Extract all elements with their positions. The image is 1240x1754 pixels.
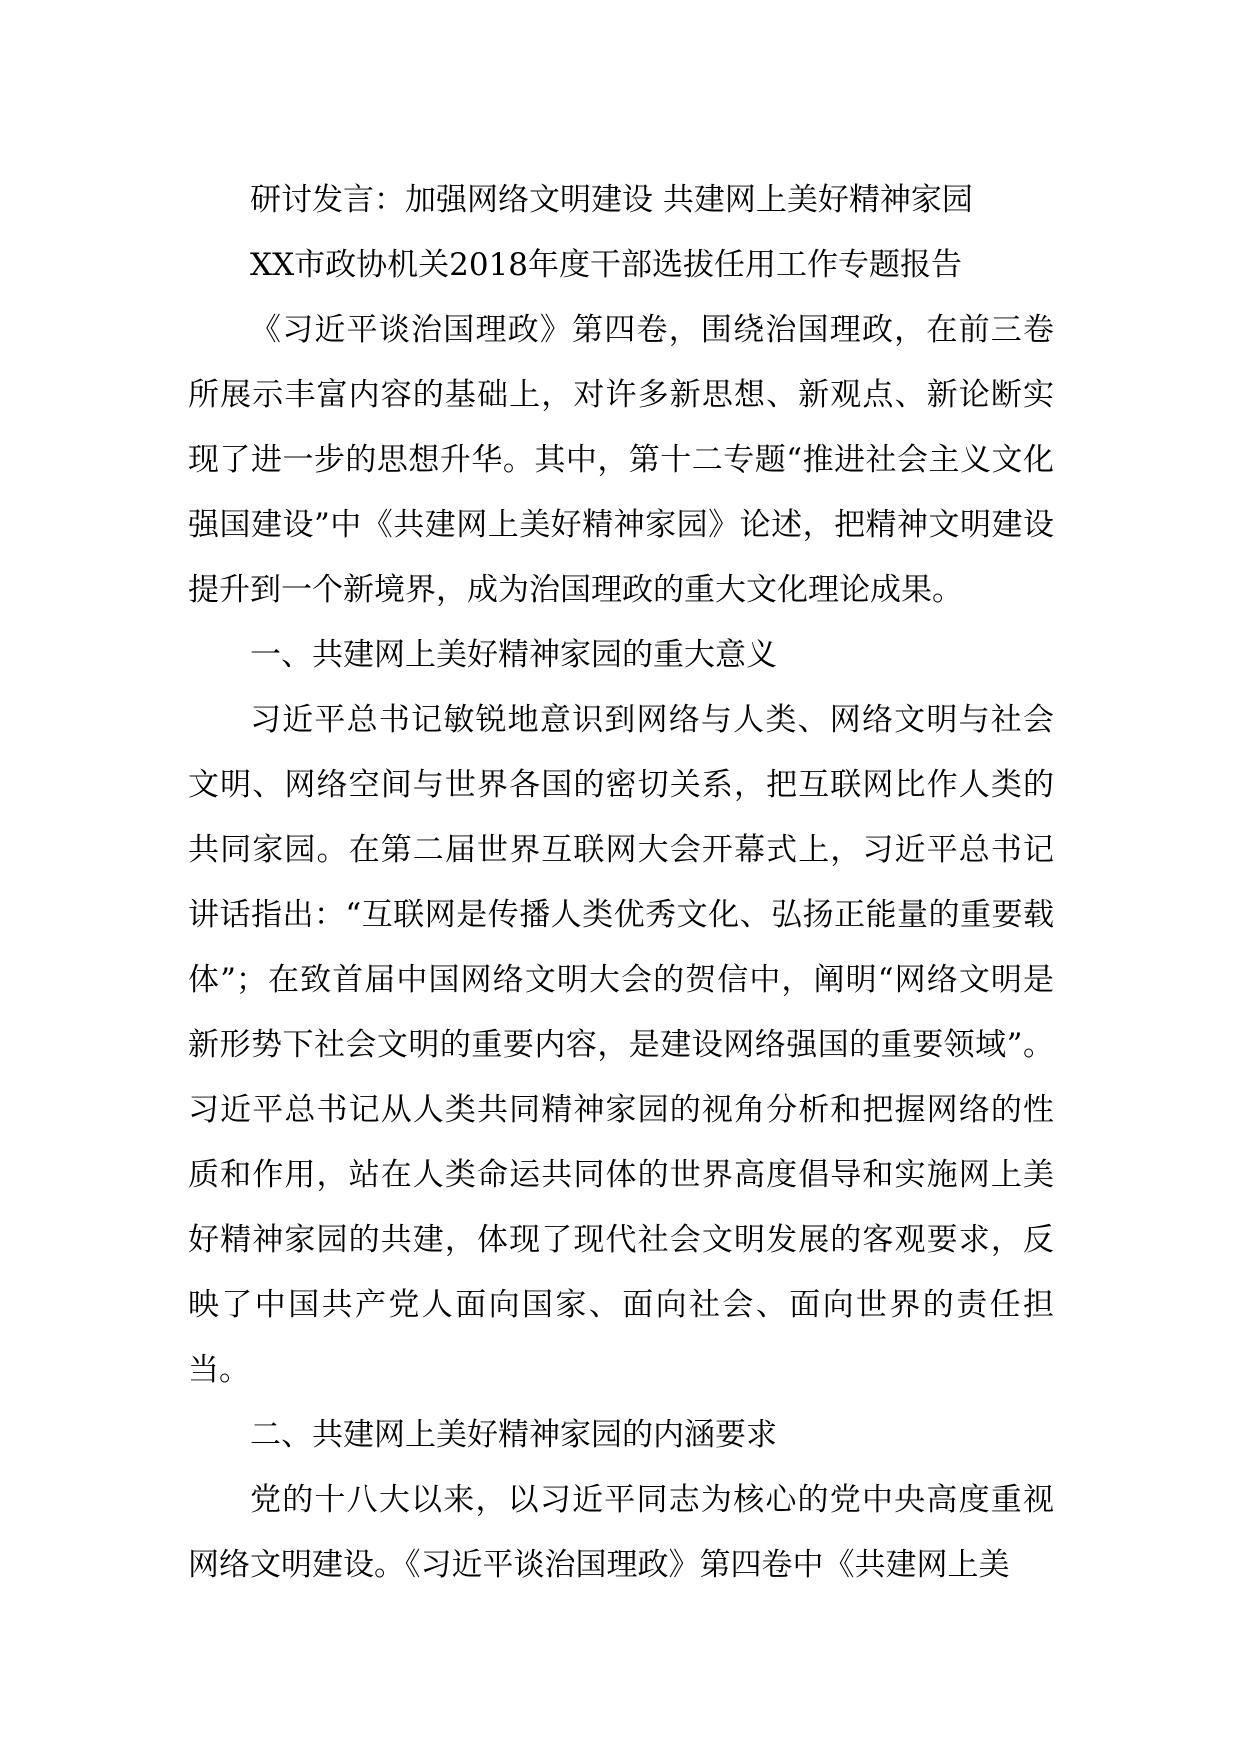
document-title: 研讨发言：加强网络文明建设 共建网上美好精神家园 bbox=[250, 182, 973, 218]
document-body bbox=[188, 168, 1054, 1598]
paragraph-intro: 《习近平谈治国理政》第四卷，围绕治国理政，在前三卷所展示丰富内容的基础上，对许多新思想、新观点、新论断实现了进一步的思想升华。其中，第十二专题“推进社会主义文化强国建设”中《共建网上美好精神家园》论述，把精神文明建设提升到一个新境界，成为治国理政的重大文化理论成果。 bbox=[188, 312, 1054, 608]
paragraph-requirements: 党的十八大以来，以习近平同志为核心的党中央高度重视网络文明建设。《习近平谈治国理政》第四卷中《共建网上美 bbox=[188, 1482, 1054, 1583]
section-heading-2: 二、共建网上美好精神家园的内涵要求 bbox=[250, 1417, 777, 1453]
paragraph-significance: 习近平总书记敏锐地意识到网络与人类、网络文明与社会文明、网络空间与世界各国的密切关系，把互联网比作人类的共同家园。在第二届世界互联网大会开幕式上，习近平总书记讲话指出：“互联网是传播人类优秀文化、弘扬正能量的重要载体”；在致首届中国网络文明大会的贺信中，阐明“网络文明是新形势下社会文明的重要内容，是建设网络强国的重要领域”。习近平总书记从人类共同精神家园的视角分析和把握网络的性质和作用，站在人类命运共同体的世界高度倡导和实施网上美好精神家园的共建，体现了现代社会文明发展的客观要求，反映了中国共产党人面向国家、面向社会、面向世界的责任担当。 bbox=[188, 702, 1054, 1388]
document-subtitle: XX市政协机关2018年度干部选拔任用工作专题报告 bbox=[250, 247, 963, 283]
section-heading-1: 一、共建网上美好精神家园的重大意义 bbox=[250, 637, 777, 673]
